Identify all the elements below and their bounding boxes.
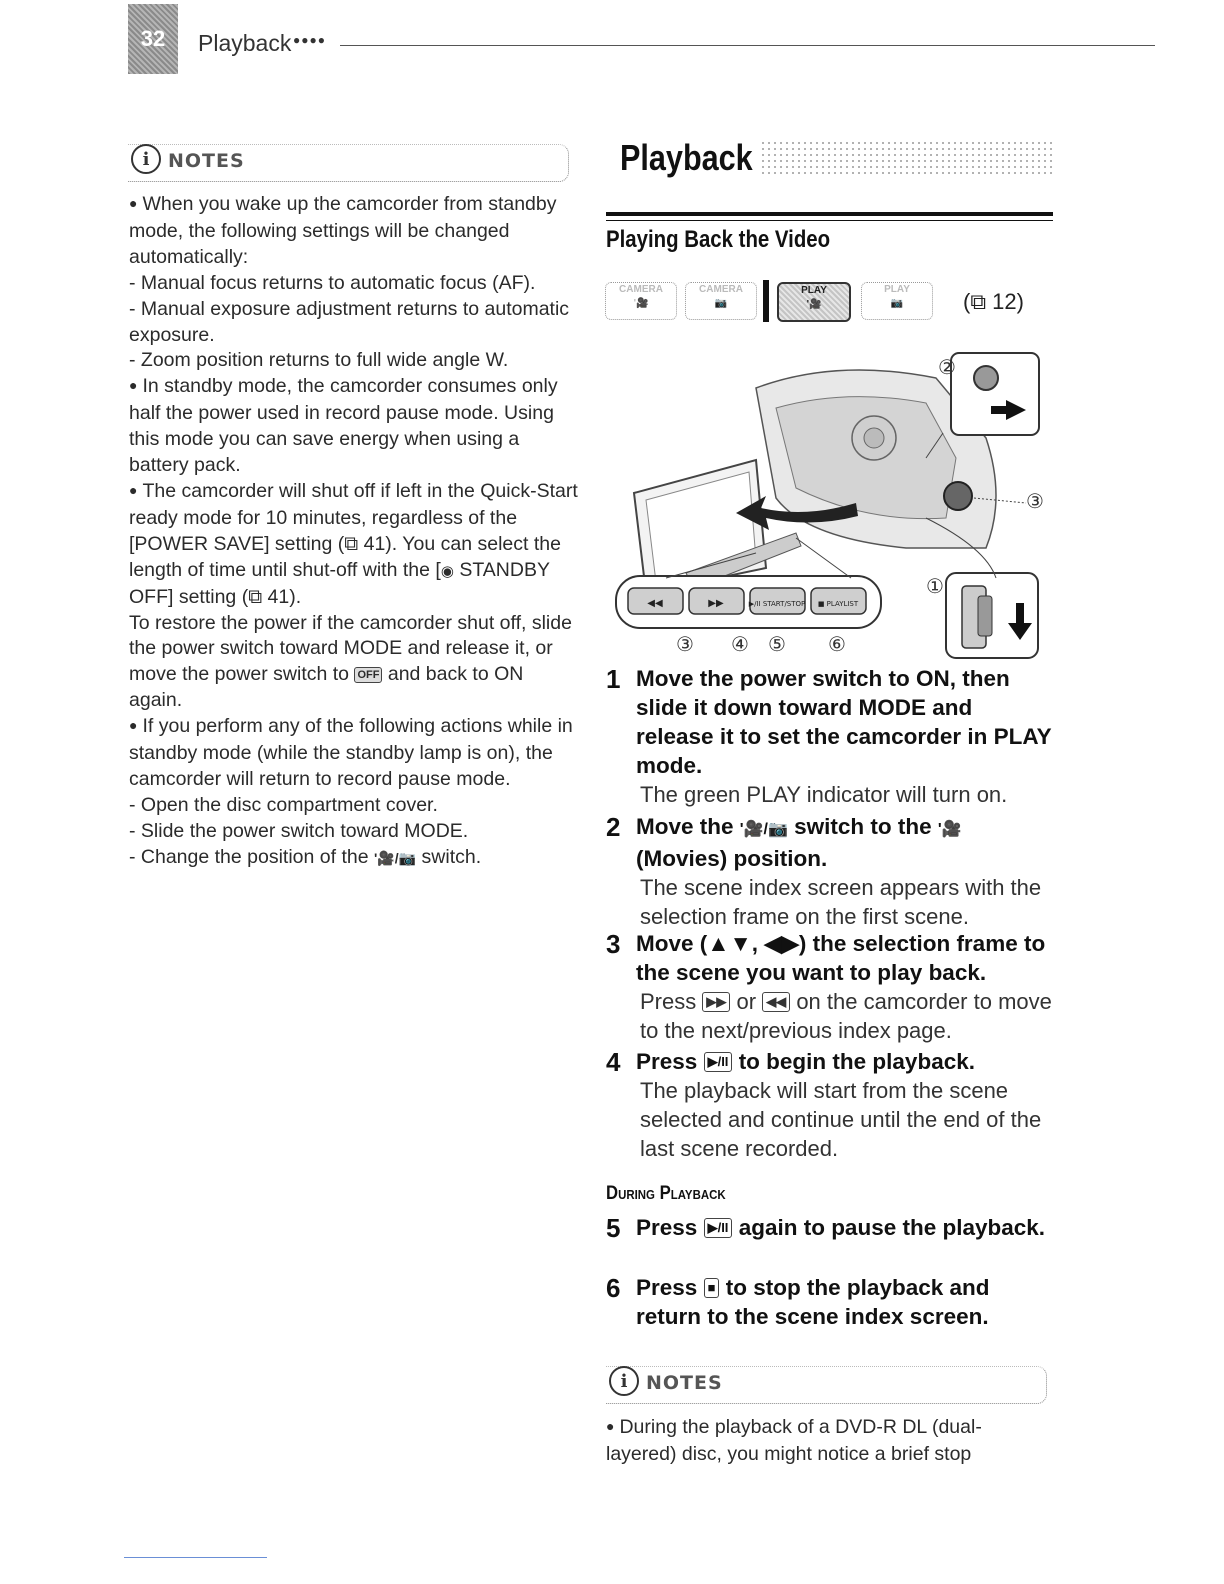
title-dots (760, 140, 1052, 176)
callout-2: ② (938, 355, 956, 379)
mode-separator (763, 280, 769, 322)
movie-photo-icon: '🎥/📷 (739, 821, 788, 838)
note-paragraph: ● The camcorder will shut off if left in the Quick-Start ready mode for 10 minutes, regardless of the [POWER SAVE] setting (⧉ 41). You can select the length of time until shut-off with the [◉ STANDBY OFF] setting (⧉ 41). (129, 479, 579, 611)
play-pause-key: ▶/II (704, 1052, 733, 1072)
standby-icon: ◉ (440, 562, 454, 580)
page-reference: (⧉ 12) (963, 289, 1024, 314)
off-switch-icon: OFF (354, 667, 382, 683)
header-rule (340, 45, 1155, 46)
rewind-key: ◀◀ (762, 992, 790, 1012)
note-line: - Zoom position returns to full wide angle W. (129, 349, 509, 372)
movie-photo-switch-detail (951, 353, 1039, 435)
footnote-rule (124, 1557, 267, 1558)
section-dots: ●●●● (293, 33, 326, 47)
title-rule-thick (606, 212, 1053, 216)
callout-4: ④ (731, 632, 749, 656)
stop-key: ■ (704, 1278, 720, 1298)
movie-photo-icon: '🎥/📷 (374, 849, 417, 866)
notes-label-right: NOTES (646, 1372, 723, 1394)
button-label: ■ PLAYLIST (817, 600, 859, 608)
page-number-tab: 32 (128, 4, 178, 74)
button-label: ◀◀ (647, 598, 663, 609)
play-pause-key: ▶/II (704, 1218, 733, 1238)
title-rule-thin (606, 220, 1053, 221)
info-icon: i (609, 1366, 639, 1396)
notes-label-left: NOTES (168, 150, 245, 172)
note-paragraph: ● In standby mode, the camcorder consumes only half the power used in record pause mode. Using this mode you can save energy when using a battery pack. (129, 374, 579, 479)
during-playback-heading: During Playback (606, 1183, 726, 1204)
step-4: 4 Press ▶/II to begin the playback. The playback will start from the scene selected and continue until the end of the last scene recorded. (606, 1047, 1042, 1161)
subheading: Playing Back the Video (606, 226, 831, 253)
note-line: - Open the disc compartment cover. (129, 793, 438, 816)
note-paragraph: To restore the power if the camcorder shut off, slide the power switch toward MODE and release it, or move the power switch to OFF and back to ON again. (129, 611, 572, 712)
step-5: 5 Press ▶/II again to pause the playback. (606, 1213, 1046, 1243)
note-paragraph: ● When you wake up the camcorder from standby mode, the following settings will be changed automatically: (129, 192, 579, 271)
callout-3b: ③ (676, 632, 694, 656)
mode-camera-photo: CAMERA 📷 (685, 282, 757, 320)
callout-1: ① (926, 574, 944, 598)
left-notes (129, 192, 579, 872)
step-1: 1 Move the power switch to ON, then slide it down toward MODE and release it to set the camcorder in PLAY mode. The green PLAY indicator will turn on. (606, 664, 1052, 807)
callout-5: ⑤ (768, 632, 786, 656)
note-line: - Slide the power switch toward MODE. (129, 819, 469, 842)
note-paragraph: ● If you perform any of the following actions while in standby mode (while the standby lamp is on), the camcorder will return to record pause mode. (129, 714, 579, 793)
start-stop-button (944, 482, 972, 510)
note-line: - Manual exposure adjustment returns to automatic exposure. (129, 297, 570, 346)
step-3: 3 Move (▲▼, ◀▶) the selection frame to the scene you want to play back. Press ▶▶ or ◀◀ on the camcorder to move to the next/previous index page. (606, 929, 1052, 1043)
note-line: - Manual focus returns to automatic focus (AF). (129, 271, 536, 294)
mode-camera-movie: CAMERA '🎥 (605, 282, 677, 320)
step-2: 2 Move the '🎥/📷 switch to the '🎥 (Movies) position. The scene index screen appears with the selection frame on the first scene. (606, 812, 1042, 929)
callout-6: ⑥ (828, 632, 846, 656)
button-label: ▶▶ (708, 598, 724, 609)
step-6: 6 Press ■ to stop the playback and return to the scene index screen. (606, 1273, 990, 1329)
button-label: ▶/II START/STOP (748, 600, 806, 608)
mode-indicator-row (605, 280, 1055, 324)
mode-play-photo: PLAY 📷 (861, 282, 933, 320)
camcorder-illustration (606, 348, 1056, 660)
page-title: Playback (620, 137, 753, 178)
movie-icon: '🎥 (937, 821, 962, 838)
fast-forward-key: ▶▶ (702, 992, 730, 1012)
bottom-note: ● During the playback of a DVD-R DL (dual-layered) disc, you might notice a brief stop (606, 1414, 1036, 1467)
note-line: - Change the position of the '🎥/📷 switch. (129, 845, 482, 868)
info-icon: i (131, 144, 161, 174)
mode-play-movie: PLAY '🎥 (777, 282, 851, 322)
section-title: Playback (198, 30, 292, 56)
callout-3: ③ (1026, 489, 1044, 513)
